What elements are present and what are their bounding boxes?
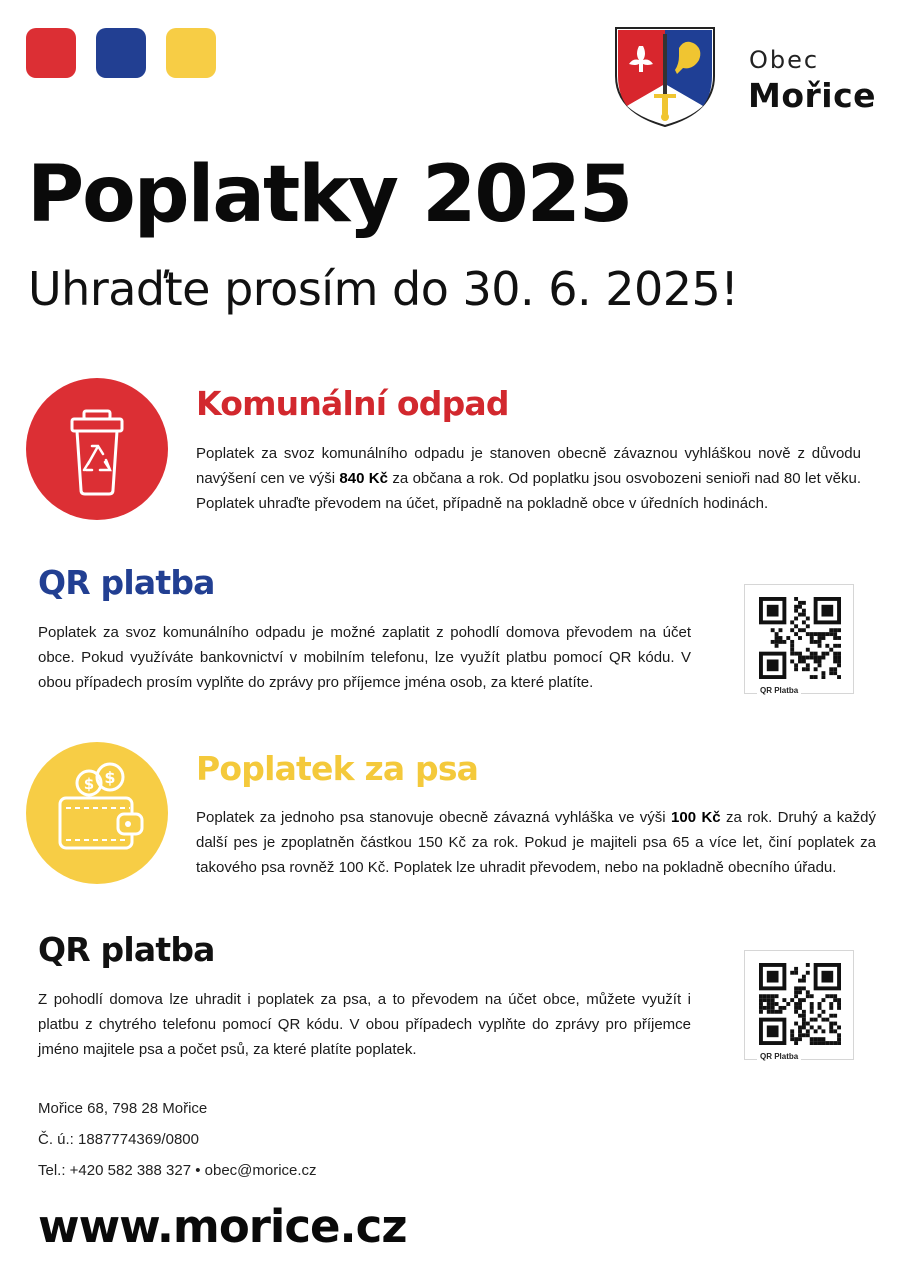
coat-of-arms-icon xyxy=(613,26,717,128)
qr-label: QR Platba xyxy=(757,686,801,695)
dog-icon-circle xyxy=(26,742,168,884)
qr-waste-heading: QR platba xyxy=(38,563,215,602)
qr-code-icon xyxy=(759,597,841,679)
yellow-color-swatch xyxy=(166,28,216,78)
qr-code-waste[interactable] xyxy=(744,584,854,694)
dog-heading: Poplatek za psa xyxy=(196,749,479,788)
waste-text xyxy=(196,441,861,516)
trash-bin-recycle-icon xyxy=(26,378,168,520)
municipality-name: Mořice xyxy=(748,76,877,115)
waste-icon-circle xyxy=(26,378,168,520)
svg-text:$: $ xyxy=(83,775,95,793)
wallet-coins-icon xyxy=(26,742,168,884)
blue-color-swatch xyxy=(96,28,146,78)
svg-text:$: $ xyxy=(104,768,116,787)
contact-account: Č. ú.: 1887774369/0800 xyxy=(38,1131,199,1148)
municipality-label: Obec xyxy=(749,46,820,74)
qr-code-dog[interactable] xyxy=(744,950,854,1060)
website-link[interactable]: www.morice.cz xyxy=(38,1200,407,1253)
page-subtitle: Uhraďte prosím do 30. 6. 2025! xyxy=(28,262,739,316)
dog-text xyxy=(196,805,876,880)
qr-waste-text: Poplatek za svoz komunálního odpadu je možné zaplatit z pohodlí domova převodem na účet obce. Pokud využíváte bankovnictví v mobilním telefonu, lze využít platbu pomocí QR kódu. V obou případech prosím vyplňte do zprávy pro příjemce jména osob, za které platíte. xyxy=(38,624,691,691)
waste-heading: Komunální odpad xyxy=(196,384,509,423)
red-color-swatch xyxy=(26,28,76,78)
dog-amount: 100 Kč xyxy=(671,809,721,826)
contact-address: Mořice 68, 798 28 Mořice xyxy=(38,1100,208,1117)
qr-dog-text: Z pohodlí domova lze uhradit i poplatek za psa, a to převodem na účet obce, můžete využít i platbu z chytrého telefonu pomocí QR kódu. V obou případech vyplňte do zprávy pro příjemce jméno majitele psa a počet psů, za které platíte poplatek. xyxy=(38,991,691,1058)
waste-text-part: za občana a rok. Od poplatku jsou osvobozeni senioři nad 80 let věku. Poplatek uhraďte převodem na účet, případně na pokladně obce v úředních hodinách. xyxy=(196,470,861,512)
qr-code-icon xyxy=(759,963,841,1045)
waste-amount: 840 Kč xyxy=(339,470,388,487)
dog-text-part: Poplatek za jednoho psa stanovuje obecně závazná vyhláška ve výši xyxy=(196,809,672,826)
waste-text-part: Poplatek za svoz komunálního odpadu je stanoven obecně závaznou vyhláškou nově z důvodu navýšení cen ve výši xyxy=(196,445,861,487)
dog-text-part: za rok. Druhý a každý další pes je zpoplatněn částkou 150 Kč za rok. Pokud je majiteli psa 65 a více let, činí poplatek za takového psa rovněž 100 Kč. Poplatek lze uhradit převodem, nebo na pokladně obecního úřadu. xyxy=(196,809,876,876)
contact-phone-email[interactable]: Tel.: +420 582 388 327 • obec@morice.cz xyxy=(38,1162,317,1179)
qr-label: QR Platba xyxy=(757,1052,801,1061)
qr-dog-heading: QR platba xyxy=(38,930,215,969)
page-title: Poplatky 2025 xyxy=(27,150,632,240)
